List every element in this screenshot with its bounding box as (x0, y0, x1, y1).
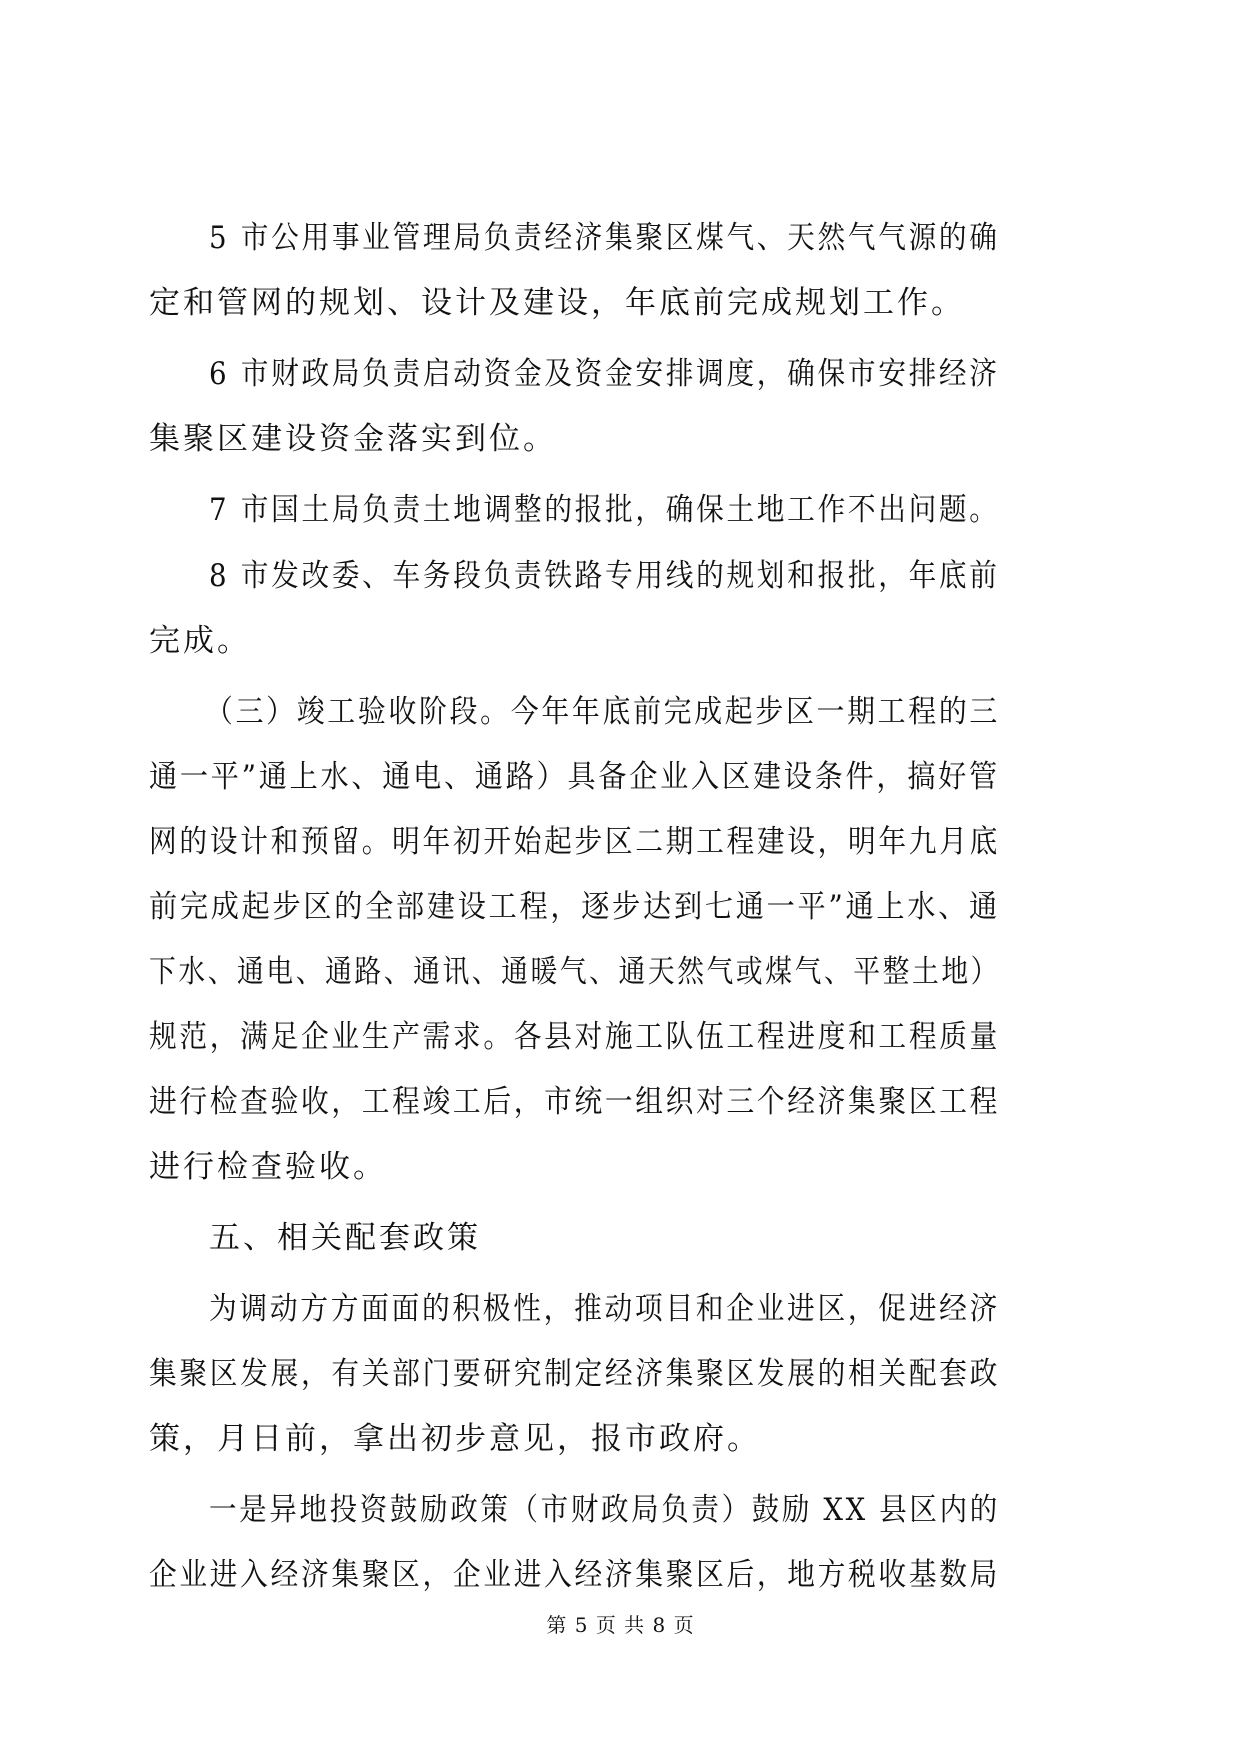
text-line: 五、相关配套政策 (209, 1220, 481, 1256)
text-line: 策，月日前，拿出初步意见，报市政府。 (149, 1421, 761, 1457)
text-line: （三）竣工验收阶段。今年年底前完成起步区一期工程的三 (205, 694, 1000, 730)
text-line: 规范，满足企业生产需求。各县对施工队伍工程进度和工程质量 (149, 1019, 1000, 1055)
page-footer: 第 5 页 共 8 页 (546, 1613, 695, 1637)
text-line: 集聚区发展，有关部门要研究制定经济集聚区发展的相关配套政 (149, 1356, 1000, 1392)
text-line: 下水、通电、通路、通讯、通暖气、通天然气或煤气、平整土地） (149, 954, 1001, 990)
text-line: 网的设计和预留。明年初开始起步区二期工程建设，明年九月底 (149, 824, 1000, 860)
text-line: 8 市发改委、车务段负责铁路专用线的规划和报批，年底前 (209, 558, 1000, 594)
text-line: 集聚区建设资金落实到位。 (149, 421, 557, 457)
text-line: 进行检查验收，工程竣工后，市统一组织对三个经济集聚区工程 (149, 1084, 1000, 1120)
text-line: 为调动方方面面的积极性，推动项目和企业进区，促进经济 (209, 1291, 1001, 1327)
text-line: 6 市财政局负责启动资金及资金安排调度，确保市安排经济 (209, 356, 1000, 392)
text-line: 进行检查验收。 (149, 1149, 387, 1185)
text-line: 完成。 (149, 623, 251, 659)
text-line: 通一平”通上水、通电、通路）具备企业入区建设条件，搞好管 (149, 759, 1000, 795)
text-line: 7 市国土局负责土地调整的报批，确保土地工作不出问题。 (209, 492, 1000, 528)
text-line: 一是异地投资鼓励政策（市财政局负责）鼓励 XX 县区内的 (209, 1492, 1000, 1528)
text-line: 企业进入经济集聚区，企业进入经济集聚区后，地方税收基数局 (149, 1557, 1000, 1593)
text-line: 5 市公用事业管理局负责经济集聚区煤气、天然气气源的确 (209, 220, 1000, 256)
text-line: 前完成起步区的全部建设工程，逐步达到七通一平”通上水、通 (149, 889, 1000, 925)
text-line: 定和管网的规划、设计及建设，年底前完成规划工作。 (149, 285, 965, 321)
